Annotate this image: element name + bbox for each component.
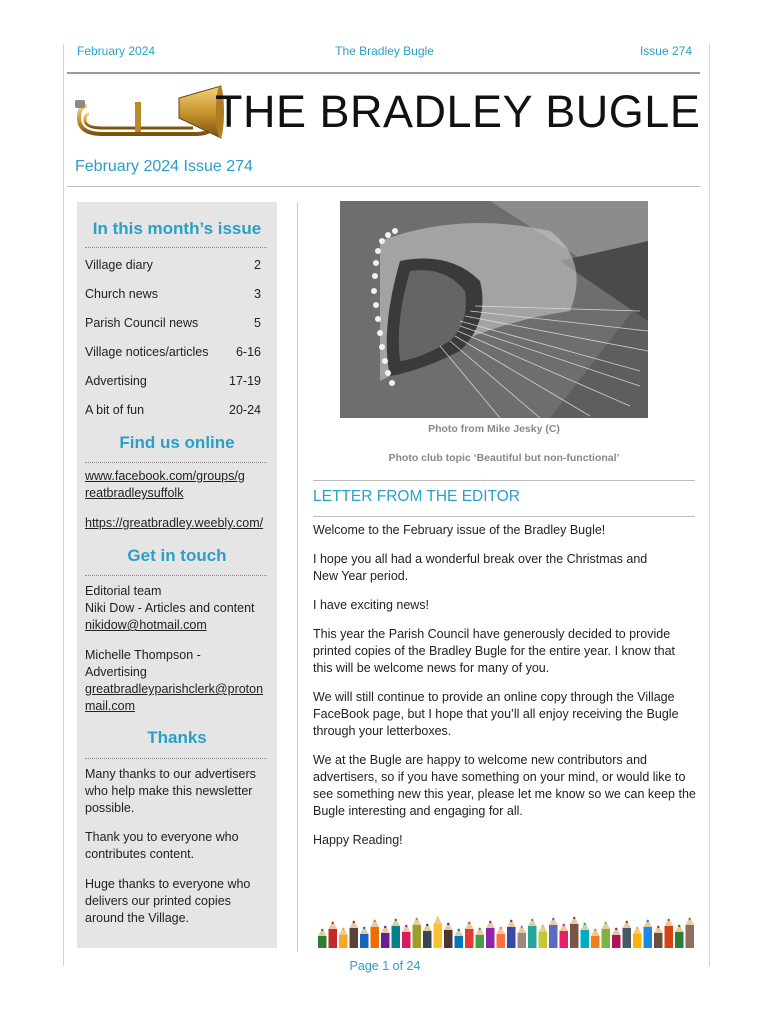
letter-paragraph: We at the Bugle are happy to welcome new contributors and advertisers, so if you have something on your mind, or would like to see something new this year, please let me know so we can keep the Bugle interesting and engaging for all. [313,753,696,818]
running-header-issue: Issue 274 [639,44,692,58]
toc-item [85,287,261,301]
issue-rule [67,186,700,187]
header-rule [67,72,700,74]
contents-heading: In this month’s issue [92,219,262,238]
issue-line: February 2024 Issue 274 [75,158,253,175]
letter-paragraph: I hope you all had a wonderful break over the Christmas and New Year period. [313,552,648,583]
toc-item-page: 6-16 [235,345,261,359]
letter-heading-rule [313,516,695,517]
contents-divider [85,247,267,248]
toc-item [85,258,261,272]
letter-paragraph: This year the Parish Council have generously decided to provide printed copies of the Bradley Bugle for the entire year. I know that this will be welcome news for many of you. [313,627,676,675]
toc-item [85,345,261,359]
toc-item-page: 5 [254,316,261,330]
niki-email-link[interactable] [85,617,270,634]
toc-item-page: 2 [254,258,261,272]
letter-paragraph: Welcome to the February issue of the Bradley Bugle! [313,523,606,537]
facebook-link-text[interactable]: www.facebook.com/groups/greatbradleysuffolk [85,469,245,500]
website-link[interactable] [85,515,270,532]
thanks-heading: Thanks [147,728,207,747]
toc-item [85,403,261,417]
letter-top-rule [313,480,695,481]
letter-paragraph: I have exciting news! [313,598,430,612]
toc-item [85,374,261,388]
photo-topic: Photo club topic ‘Beautiful but non-functional’ [388,452,620,464]
online-heading: Find us online [119,433,235,452]
column-divider [297,202,298,952]
contact-niki: Niki Dow - Articles and content [85,601,255,615]
michelle-email-text[interactable]: greatbradleyparishclerk@protonmail.com [85,682,264,713]
facebook-link[interactable] [85,468,245,502]
lace-photo [340,201,648,418]
toc-item-label: A bit of fun [85,403,145,417]
page-border-right [709,44,710,966]
letter-paragraph: Happy Reading! [313,833,403,847]
letter-paragraph: We will still continue to provide an online copy through the Village FaceBook page, but I hope that you’ll all enjoy receiving the Bugle through your letterboxes. [313,690,679,738]
toc-item-label: Village notices/articles [85,345,209,359]
masthead-title: THE BRADLEY BUGLE [215,86,701,137]
colored-pencils-icon [317,896,695,948]
online-divider [85,462,267,463]
contact-team-label: Editorial team [85,584,162,598]
page-number: Page 1 of 24 [349,959,421,973]
photo-credit: Photo from Mike Jesky (C) [428,423,560,435]
running-header-date: February 2024 [77,44,156,58]
sidebar [77,202,277,948]
running-header-title: The Bradley Bugle [335,44,434,58]
thanks-paragraph: Thank you to everyone who contributes content. [85,830,239,861]
toc-item [85,316,261,330]
running-header [77,44,692,62]
bugle-icon [75,84,225,144]
letter-heading: LETTER FROM THE EDITOR [313,488,520,505]
contact-michelle: Michelle Thompson - Advertising [85,648,201,679]
toc-item-label: Advertising [85,374,147,388]
page-border-left [63,44,64,966]
thanks-divider [85,758,267,759]
michelle-email-link[interactable] [85,681,270,715]
niki-email-text[interactable]: nikidow@hotmail.com [85,618,207,632]
toc-item-label: Village diary [85,258,153,272]
contact-divider [85,575,267,576]
masthead [75,84,700,144]
toc-item-label: Church news [85,287,158,301]
thanks-paragraph: Many thanks to our advertisers who help make this newsletter possible. [85,767,256,815]
toc-item-page: 20-24 [229,403,261,417]
website-link-text[interactable]: https://greatbradley.weebly.com/ [85,516,264,530]
toc-item-label: Parish Council news [85,316,199,330]
thanks-paragraph: Huge thanks to everyone who delivers our printed copies around the Village. [85,877,251,925]
toc-item-page: 17-19 [229,374,261,388]
toc-item-page: 3 [254,287,261,301]
contact-heading: Get in touch [127,546,227,565]
